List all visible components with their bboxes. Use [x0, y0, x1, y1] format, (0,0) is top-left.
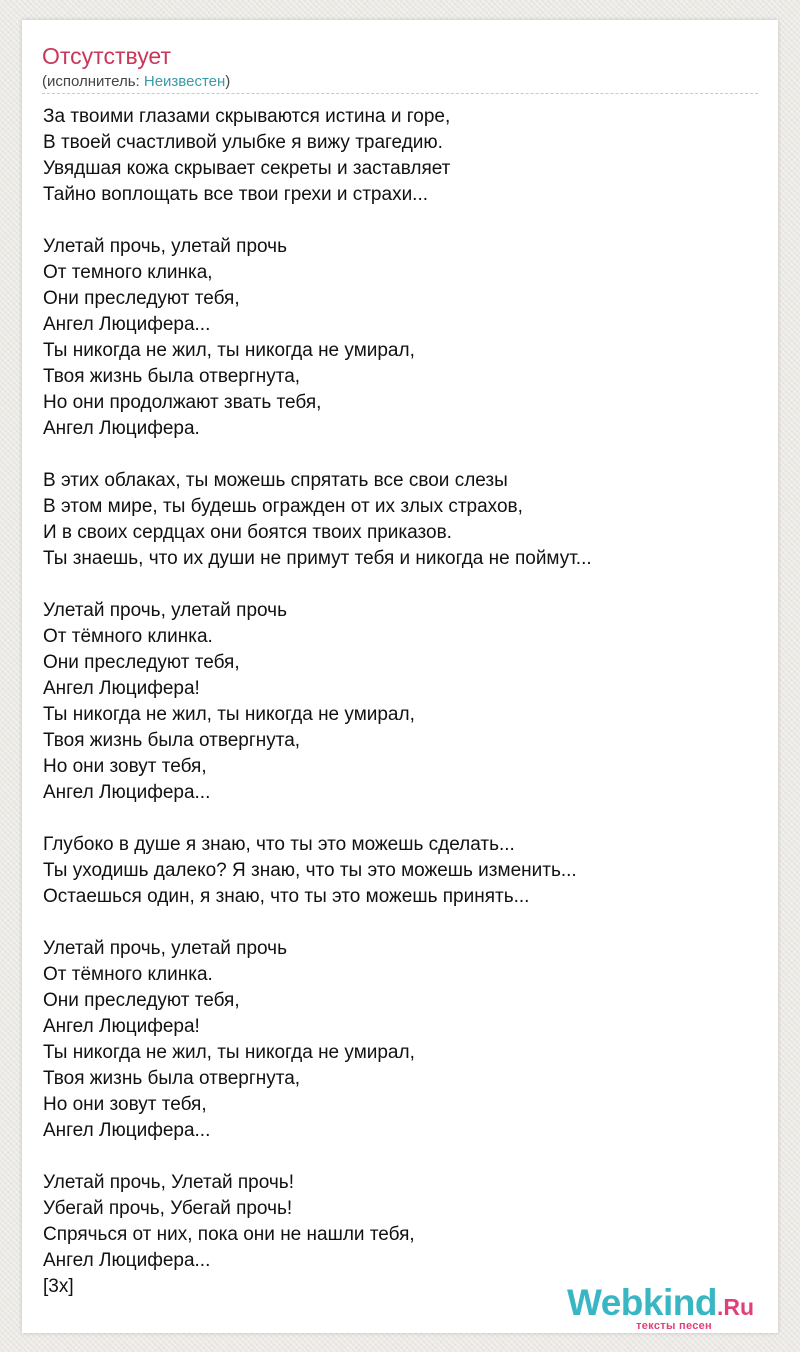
- lyric-line: Ангел Люцифера.: [43, 418, 200, 439]
- artist-byline: [42, 72, 230, 92]
- lyric-line: Ты никогда не жил, ты никогда не умирал,: [43, 340, 415, 361]
- lyric-line: Но они зовут тебя,: [43, 756, 207, 777]
- lyric-line: Ангел Люцифера!: [43, 678, 200, 699]
- webkind-logo[interactable]: [564, 1283, 764, 1333]
- stanza-gap: [43, 806, 763, 832]
- byline-suffix: ): [225, 73, 231, 90]
- artist-link[interactable]: Неизвестен: [143, 73, 226, 90]
- lyric-line: Твоя жизнь была отвергнута,: [43, 366, 301, 387]
- lyric-line: Спрячься от них, пока они не нашли тебя,: [43, 1224, 415, 1245]
- stanza-gap: [43, 442, 763, 468]
- lyric-line: Остаешься один, я знаю, что ты это можешь принять...: [43, 886, 530, 907]
- lyric-line: Ты никогда не жил, ты никогда не умирал,: [43, 704, 415, 725]
- lyric-line: Ты никогда не жил, ты никогда не умирал,: [43, 1042, 415, 1063]
- lyric-line: Ты уходишь далеко? Я знаю, что ты это можешь изменить...: [43, 860, 577, 881]
- lyric-line: В твоей счастливой улыбке я вижу трагедию.: [43, 132, 443, 153]
- lyric-line: В этом мире, ты будешь огражден от их злых страхов,: [43, 496, 523, 517]
- lyric-line: Улетай прочь, улетай прочь: [43, 600, 287, 621]
- lyric-line: И в своих сердцах они боятся твоих приказов.: [43, 522, 452, 543]
- lyric-line: Глубоко в душе я знаю, что ты это можешь сделать...: [43, 834, 515, 855]
- lyric-line: Ты знаешь, что их души не примут тебя и никогда не поймут...: [43, 548, 592, 569]
- lyric-line: Ангел Люцифера...: [43, 1120, 211, 1141]
- lyric-line: Ангел Люцифера...: [43, 782, 211, 803]
- logo-tagline: тексты песен: [636, 1320, 712, 1332]
- lyric-line: Убегай прочь, Убегай прочь!: [43, 1198, 293, 1219]
- lyric-line: Но они продолжают звать тебя,: [43, 392, 322, 413]
- lyric-line: Они преследуют тебя,: [43, 288, 240, 309]
- song-title: Отсутствует: [42, 43, 171, 69]
- lyric-line: Твоя жизнь была отвергнута,: [43, 730, 301, 751]
- lyric-line: Тайно воплощать все твои грехи и страхи...: [43, 184, 429, 205]
- stanza-gap: [43, 572, 763, 598]
- lyric-line: Твоя жизнь была отвергнута,: [43, 1068, 301, 1089]
- lyrics-card: [22, 20, 778, 1333]
- title-divider: [42, 93, 758, 94]
- lyric-line: От темного клинка,: [43, 262, 213, 283]
- logo-tld: .Ru: [716, 1294, 754, 1320]
- lyric-line: Увядшая кожа скрывает секреты и заставляет: [43, 158, 451, 179]
- lyric-line: Ангел Люцифера...: [43, 1250, 211, 1271]
- lyric-line: [3x]: [43, 1276, 74, 1297]
- byline-prefix: (исполнитель:: [42, 73, 144, 90]
- lyric-line: За твоими глазами скрываются истина и горе,: [43, 106, 451, 127]
- lyric-line: От тёмного клинка.: [43, 964, 213, 985]
- lyric-line: Ангел Люцифера!: [43, 1016, 200, 1037]
- logo-name: Webkind: [566, 1282, 717, 1323]
- lyric-line: Улетай прочь, улетай прочь: [43, 236, 287, 257]
- lyric-line: В этих облаках, ты можешь спрятать все свои слезы: [43, 470, 508, 491]
- lyric-line: Но они зовут тебя,: [43, 1094, 207, 1115]
- stanza-gap: [43, 1144, 763, 1170]
- stanza-gap: [43, 910, 763, 936]
- lyric-line: Улетай прочь, улетай прочь: [43, 938, 287, 959]
- lyric-line: Они преследуют тебя,: [43, 652, 240, 673]
- lyric-line: Ангел Люцифера...: [43, 314, 211, 335]
- lyric-line: Улетай прочь, Улетай прочь!: [43, 1172, 294, 1193]
- stanza-gap: [43, 208, 763, 234]
- lyrics-text: [43, 104, 763, 1300]
- lyric-line: Они преследуют тебя,: [43, 990, 240, 1011]
- lyric-line: От тёмного клинка.: [43, 626, 213, 647]
